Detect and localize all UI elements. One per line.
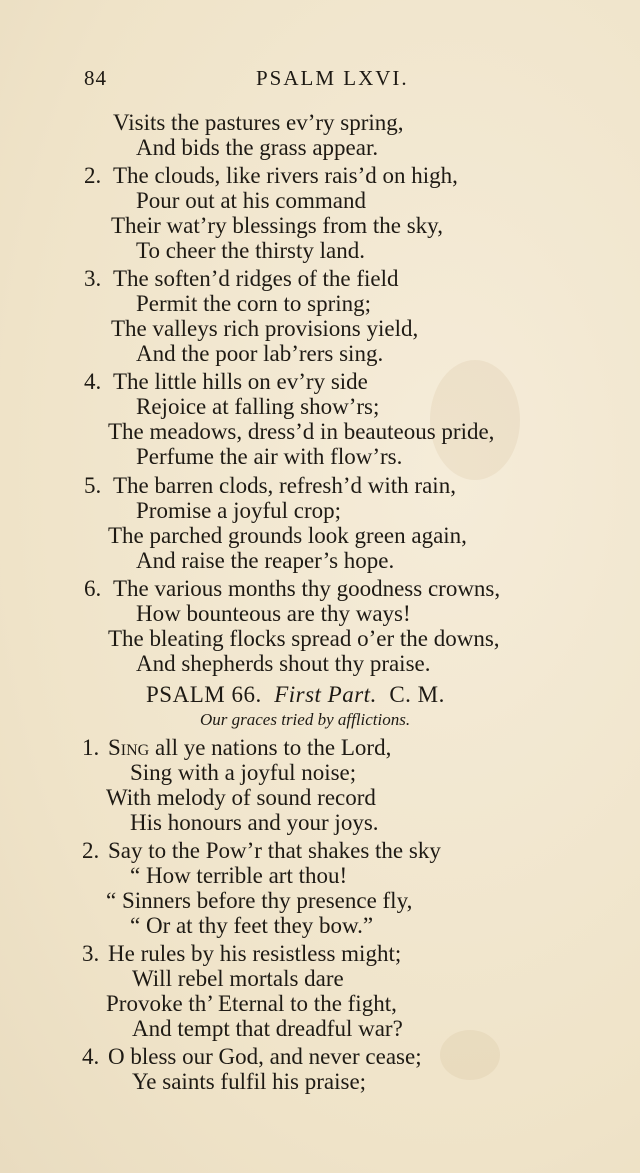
page-number: 84 bbox=[84, 66, 107, 90]
stanza-number: 4. bbox=[84, 369, 102, 394]
verse-line: And tempt that dreadful war? bbox=[132, 1016, 403, 1041]
psalm-subtitle: Our graces tried by afflictions. bbox=[200, 710, 411, 729]
stanza-number: 3. bbox=[84, 266, 102, 291]
stanza-number: 2. bbox=[84, 163, 102, 188]
verse-line: With melody of sound record bbox=[106, 785, 376, 810]
verse-line: The valleys rich provisions yield, bbox=[111, 316, 419, 341]
stanza-number: 1. bbox=[82, 735, 100, 760]
verse-line: Visits the pastures ev’ry spring, bbox=[113, 110, 404, 135]
verse-line: And the poor lab’rers sing. bbox=[136, 341, 384, 366]
verse-line: The parched grounds look green again, bbox=[108, 523, 467, 548]
verse-line: How bounteous are thy ways! bbox=[136, 601, 411, 626]
verse-line: The soften’d ridges of the field bbox=[113, 266, 399, 291]
psalm-heading bbox=[146, 682, 445, 708]
verse-line: “ How terrible art thou! bbox=[130, 863, 348, 888]
stanza-number: 3. bbox=[82, 941, 100, 966]
verse-line: Pour out at his command bbox=[136, 188, 366, 213]
verse-line: The bleating flocks spread o’er the downs, bbox=[108, 626, 500, 651]
page-header bbox=[0, 66, 640, 96]
verse-line: The meadows, dress’d in beauteous pride, bbox=[108, 419, 495, 444]
verse-line-rest: all ye nations to the Lord, bbox=[149, 735, 392, 760]
verse-line: Their wat’ry blessings from the sky, bbox=[111, 213, 443, 238]
verse-line: Rejoice at falling show’rs; bbox=[136, 394, 380, 419]
verse-line: And raise the reaper’s hope. bbox=[136, 548, 395, 573]
drop-word: Sing bbox=[108, 735, 150, 760]
verse-line: Perfume the air with flow’rs. bbox=[136, 444, 403, 469]
verse-line: “ Or at thy feet they bow.” bbox=[130, 913, 374, 938]
verse-line: He rules by his resistless might; bbox=[108, 941, 402, 966]
stanza-number: 2. bbox=[82, 838, 100, 863]
psalm-meter: C. M. bbox=[389, 682, 445, 707]
verse-line: To cheer the thirsty land. bbox=[136, 238, 365, 263]
verse-line: O bless our God, and never cease; bbox=[108, 1044, 422, 1069]
verse-line: His honours and your joys. bbox=[130, 810, 379, 835]
verse-line: The various months thy goodness crowns, bbox=[113, 576, 501, 601]
paper-stain bbox=[440, 1030, 500, 1080]
verse-line: Sing with a joyful noise; bbox=[130, 760, 357, 785]
verse-line: Will rebel mortals dare bbox=[132, 966, 344, 991]
verse-line: And bids the grass appear. bbox=[136, 135, 379, 160]
verse-line: “ Sinners before thy presence fly, bbox=[106, 888, 413, 913]
stanza-number: 5. bbox=[84, 473, 102, 498]
psalm-number: PSALM 66. bbox=[146, 682, 262, 707]
verse-line: The barren clods, refresh’d with rain, bbox=[113, 473, 456, 498]
stanza-number: 4. bbox=[82, 1044, 100, 1069]
verse-line: The little hills on ev’ry side bbox=[113, 369, 368, 394]
verse-line: Provoke th’ Eternal to the fight, bbox=[106, 991, 397, 1016]
verse-line: Ye saints fulfil his praise; bbox=[132, 1069, 367, 1094]
psalm-part: First Part. bbox=[274, 682, 377, 707]
verse-line: The clouds, like rivers rais’d on high, bbox=[113, 163, 458, 188]
running-title: PSALM LXVI. bbox=[256, 66, 409, 90]
verse-line: And shepherds shout thy praise. bbox=[136, 651, 431, 676]
verse-line bbox=[108, 735, 391, 760]
verse-line: Permit the corn to spring; bbox=[136, 291, 372, 316]
stanza-number: 6. bbox=[84, 576, 102, 601]
verse-line: Promise a joyful crop; bbox=[136, 498, 342, 523]
verse-line: Say to the Pow’r that shakes the sky bbox=[108, 838, 441, 863]
